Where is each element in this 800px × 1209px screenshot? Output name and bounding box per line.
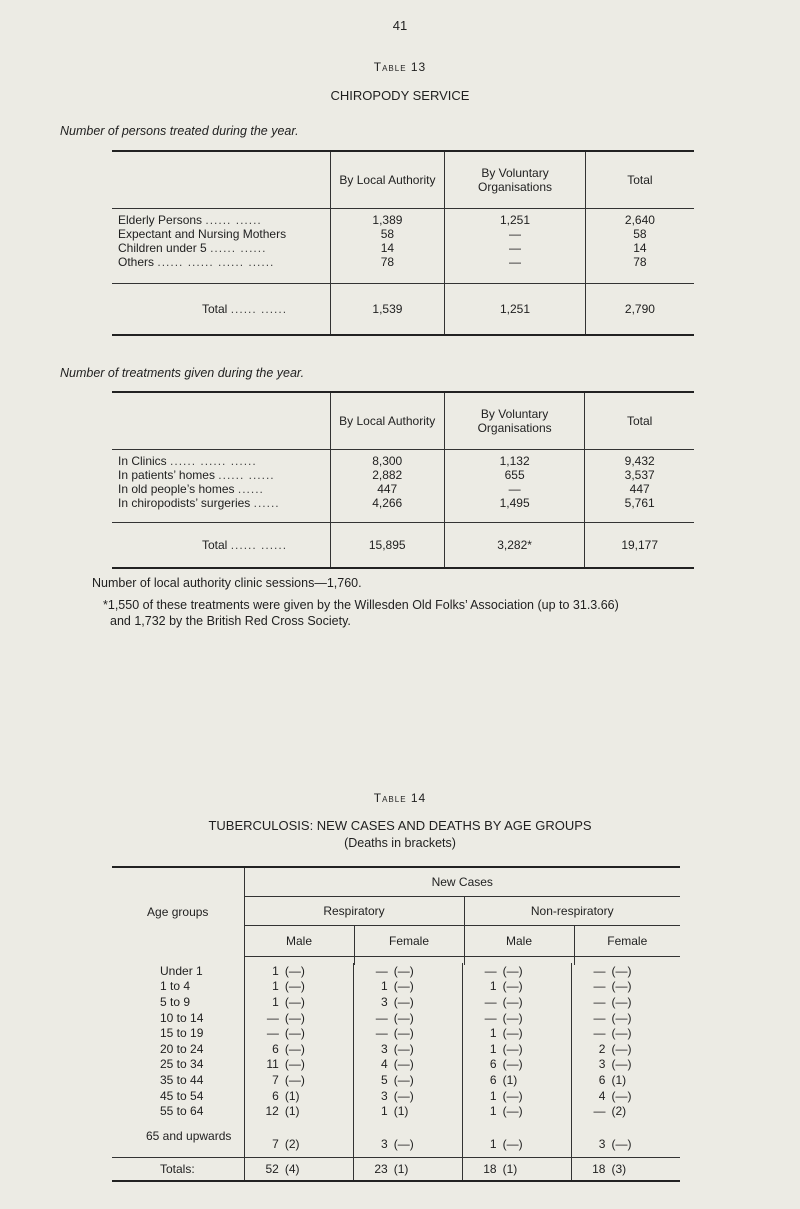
header-nonresp-male: Male xyxy=(464,926,574,957)
tb-table xyxy=(112,866,680,965)
death-count: (—) xyxy=(393,1057,414,1072)
case-count: — xyxy=(245,1010,285,1026)
death-count: (2) xyxy=(611,1104,627,1119)
header-respiratory: Respiratory xyxy=(244,897,464,926)
total-death-count: (3) xyxy=(611,1157,680,1181)
table13-title: CHIROPODY SERVICE xyxy=(330,88,470,103)
death-count: (—) xyxy=(502,1088,523,1103)
death-count: (—) xyxy=(284,979,305,994)
table-row xyxy=(112,1025,680,1041)
age-group-label: Under 1 xyxy=(160,963,203,978)
treatments-header-voluntary: By Voluntary Organisations xyxy=(444,392,584,450)
total-row: Total ...... ...... 1,539 1,251 2,790 xyxy=(112,284,694,336)
death-count: (1) xyxy=(284,1104,300,1119)
table14-caption: Table 14 xyxy=(373,791,427,805)
row-label: Children under 5 xyxy=(118,241,207,255)
header-new-cases: New Cases xyxy=(244,867,680,897)
death-count: (—) xyxy=(502,979,523,994)
row-label: In chiropodists’ surgeries xyxy=(118,496,251,510)
table-row xyxy=(112,1103,680,1119)
case-count: — xyxy=(354,1025,394,1041)
table14-title: TUBERCULOSIS: NEW CASES AND DEATHS BY AGE GROUPS xyxy=(208,818,592,833)
case-count: — xyxy=(572,1010,612,1026)
death-count: (—) xyxy=(611,994,632,1009)
death-count: (—) xyxy=(284,1072,305,1087)
totals-label: Totals: xyxy=(112,1157,245,1181)
death-count: (—) xyxy=(611,1041,632,1056)
persons-table xyxy=(112,150,694,336)
row-label: Expectant and Nursing Mothers xyxy=(118,227,287,241)
table-row xyxy=(112,1041,680,1057)
death-count: (—) xyxy=(611,1010,632,1025)
death-count: (—) xyxy=(393,1041,414,1056)
footnote-line2: and 1,732 by the British Red Cross Society. xyxy=(110,614,351,628)
death-count: (—) xyxy=(284,1057,305,1072)
table-row xyxy=(112,963,680,979)
death-count: (1) xyxy=(284,1088,300,1103)
case-count: 1 xyxy=(463,1025,503,1041)
age-group-label: 65 and upwards xyxy=(146,1128,232,1143)
row-label: Elderly Persons xyxy=(118,213,203,227)
total-death-count: (1) xyxy=(503,1157,572,1181)
case-count: 1 xyxy=(354,979,394,995)
total-case-count: 18 xyxy=(572,1157,612,1181)
header-age-groups: Age groups xyxy=(112,867,244,957)
totals-row xyxy=(112,1157,680,1181)
death-count: (—) xyxy=(393,1136,414,1151)
table-row xyxy=(112,1057,680,1073)
total-case-count: 18 xyxy=(463,1157,503,1181)
table-row xyxy=(112,1010,680,1026)
death-count: (—) xyxy=(611,1026,632,1041)
case-count: — xyxy=(572,994,612,1010)
case-count: 1 xyxy=(245,994,285,1010)
case-count: 6 xyxy=(463,1057,503,1073)
case-count: 3 xyxy=(354,1088,394,1104)
treatments-header-local: By Local Authority xyxy=(330,392,444,450)
case-count: — xyxy=(572,1103,612,1119)
case-count: 3 xyxy=(572,1057,612,1073)
case-count: 1 xyxy=(245,963,285,979)
death-count: (—) xyxy=(393,1072,414,1087)
case-count: 1 xyxy=(354,1103,394,1119)
death-count: (—) xyxy=(611,979,632,994)
case-count: — xyxy=(463,994,503,1010)
death-count: (—) xyxy=(393,1010,414,1025)
death-count: (1) xyxy=(502,1072,518,1087)
case-count: 4 xyxy=(572,1088,612,1104)
case-count: 6 xyxy=(572,1072,612,1088)
treatments-header-total: Total xyxy=(585,392,694,450)
row-label: In Clinics xyxy=(118,454,167,468)
table14-subtitle: (Deaths in brackets) xyxy=(344,836,456,850)
death-count: (—) xyxy=(502,1136,523,1151)
case-count: 1 xyxy=(245,979,285,995)
death-count: (—) xyxy=(502,1026,523,1041)
table-row xyxy=(112,1072,680,1088)
footnote-line1: *1,550 of these treatments were given by the Willesden Old Folks’ Association (up to 31.3.66) xyxy=(103,598,619,612)
treatments-subtitle: Number of treatments given during the year. xyxy=(60,366,305,380)
death-count: (—) xyxy=(393,1026,414,1041)
age-group-label: 1 to 4 xyxy=(160,979,191,994)
death-count: (—) xyxy=(611,1088,632,1103)
clinic-sessions-note: Number of local authority clinic sessions—1,760. xyxy=(92,576,362,590)
death-count: (1) xyxy=(393,1104,409,1119)
case-count: 7 xyxy=(245,1119,285,1151)
table13-caption: Table 13 xyxy=(373,60,427,74)
case-count: 11 xyxy=(245,1057,285,1073)
age-group-label: 45 to 54 xyxy=(160,1088,204,1103)
death-count: (—) xyxy=(502,994,523,1009)
case-count: 1 xyxy=(463,1119,503,1151)
death-count: (—) xyxy=(284,1041,305,1056)
death-count: (—) xyxy=(502,1041,523,1056)
death-count: (—) xyxy=(393,963,414,978)
table-row xyxy=(112,1119,680,1151)
persons-header-total: Total xyxy=(585,151,694,209)
case-count: 1 xyxy=(463,1041,503,1057)
header-resp-female: Female xyxy=(354,926,464,957)
case-count: — xyxy=(463,1010,503,1026)
table-row: Children under 5 ...... ...... 14 — 14 xyxy=(112,241,694,255)
death-count: (—) xyxy=(611,1136,632,1151)
death-count: (—) xyxy=(284,963,305,978)
table-row: Others ...... ...... ...... ...... 78 — 78 xyxy=(112,255,694,269)
death-count: (—) xyxy=(502,1057,523,1072)
table-row: In Clinics ...... ...... ...... 8,300 1,132 9,432 xyxy=(112,454,694,468)
age-group-label: 20 to 24 xyxy=(160,1041,204,1056)
death-count: (—) xyxy=(611,1057,632,1072)
table-row: Expectant and Nursing Mothers 58 — 58 xyxy=(112,227,694,241)
tb-table-body xyxy=(112,963,680,1182)
death-count: (—) xyxy=(502,1104,523,1119)
persons-subtitle: Number of persons treated during the year. xyxy=(60,124,299,138)
case-count: 1 xyxy=(463,1103,503,1119)
case-count: 12 xyxy=(245,1103,285,1119)
case-count: 1 xyxy=(463,979,503,995)
age-group-label: 35 to 44 xyxy=(160,1072,204,1087)
case-count: 2 xyxy=(572,1041,612,1057)
case-count: 6 xyxy=(463,1072,503,1088)
death-count: (—) xyxy=(502,1010,523,1025)
case-count: 5 xyxy=(354,1072,394,1088)
header-non-respiratory: Non-respiratory xyxy=(464,897,680,926)
table-row xyxy=(112,1088,680,1104)
row-label: Others xyxy=(118,255,155,269)
treatments-table xyxy=(112,391,694,569)
total-case-count: 23 xyxy=(354,1157,394,1181)
case-count: 1 xyxy=(463,1088,503,1104)
case-count: — xyxy=(572,963,612,979)
persons-header-voluntary: By Voluntary Organisations xyxy=(445,151,586,209)
age-group-label: 55 to 64 xyxy=(160,1104,204,1119)
total-death-count: (1) xyxy=(394,1157,463,1181)
case-count: — xyxy=(572,979,612,995)
age-group-label: 5 to 9 xyxy=(160,994,191,1009)
row-label: In patients’ homes xyxy=(118,468,215,482)
death-count: (—) xyxy=(393,1088,414,1103)
case-count: 3 xyxy=(354,994,394,1010)
case-count: 6 xyxy=(245,1088,285,1104)
age-group-label: 10 to 14 xyxy=(160,1010,204,1025)
table-row: In old people’s homes ...... 447 — 447 xyxy=(112,482,694,496)
table-row: Elderly Persons ...... ...... 1,389 1,251 2,640 xyxy=(112,213,694,227)
death-count: (—) xyxy=(502,963,523,978)
death-count: (—) xyxy=(393,994,414,1009)
case-count: 3 xyxy=(572,1119,612,1151)
header-nonresp-female: Female xyxy=(574,926,680,957)
death-count: (—) xyxy=(284,1026,305,1041)
persons-header-local: By Local Authority xyxy=(330,151,445,209)
death-count: (—) xyxy=(393,979,414,994)
total-case-count: 52 xyxy=(245,1157,285,1181)
death-count: (1) xyxy=(611,1072,627,1087)
table-row xyxy=(112,979,680,995)
total-row: Total ...... ...... 15,895 3,282* 19,177 xyxy=(112,523,694,569)
case-count: — xyxy=(245,1025,285,1041)
page-number: 41 xyxy=(392,18,408,33)
case-count: — xyxy=(572,1025,612,1041)
case-count: 6 xyxy=(245,1041,285,1057)
table-row xyxy=(112,994,680,1010)
death-count: (2) xyxy=(284,1136,300,1151)
table-row: In patients’ homes ...... ...... 2,882 655 3,537 xyxy=(112,468,694,482)
table-row: In chiropodists’ surgeries ...... 4,266 1,495 5,761 xyxy=(112,496,694,510)
case-count: 4 xyxy=(354,1057,394,1073)
case-count: — xyxy=(463,963,503,979)
case-count: 3 xyxy=(354,1041,394,1057)
case-count: — xyxy=(354,963,394,979)
case-count: 7 xyxy=(245,1072,285,1088)
total-death-count: (4) xyxy=(285,1157,354,1181)
death-count: (—) xyxy=(284,994,305,1009)
age-group-label: 15 to 19 xyxy=(160,1026,204,1041)
death-count: (—) xyxy=(284,1010,305,1025)
death-count: (—) xyxy=(611,963,632,978)
row-label: In old people’s homes xyxy=(118,482,235,496)
age-group-label: 25 to 34 xyxy=(160,1057,204,1072)
case-count: 3 xyxy=(354,1119,394,1151)
case-count: — xyxy=(354,1010,394,1026)
header-resp-male: Male xyxy=(244,926,354,957)
